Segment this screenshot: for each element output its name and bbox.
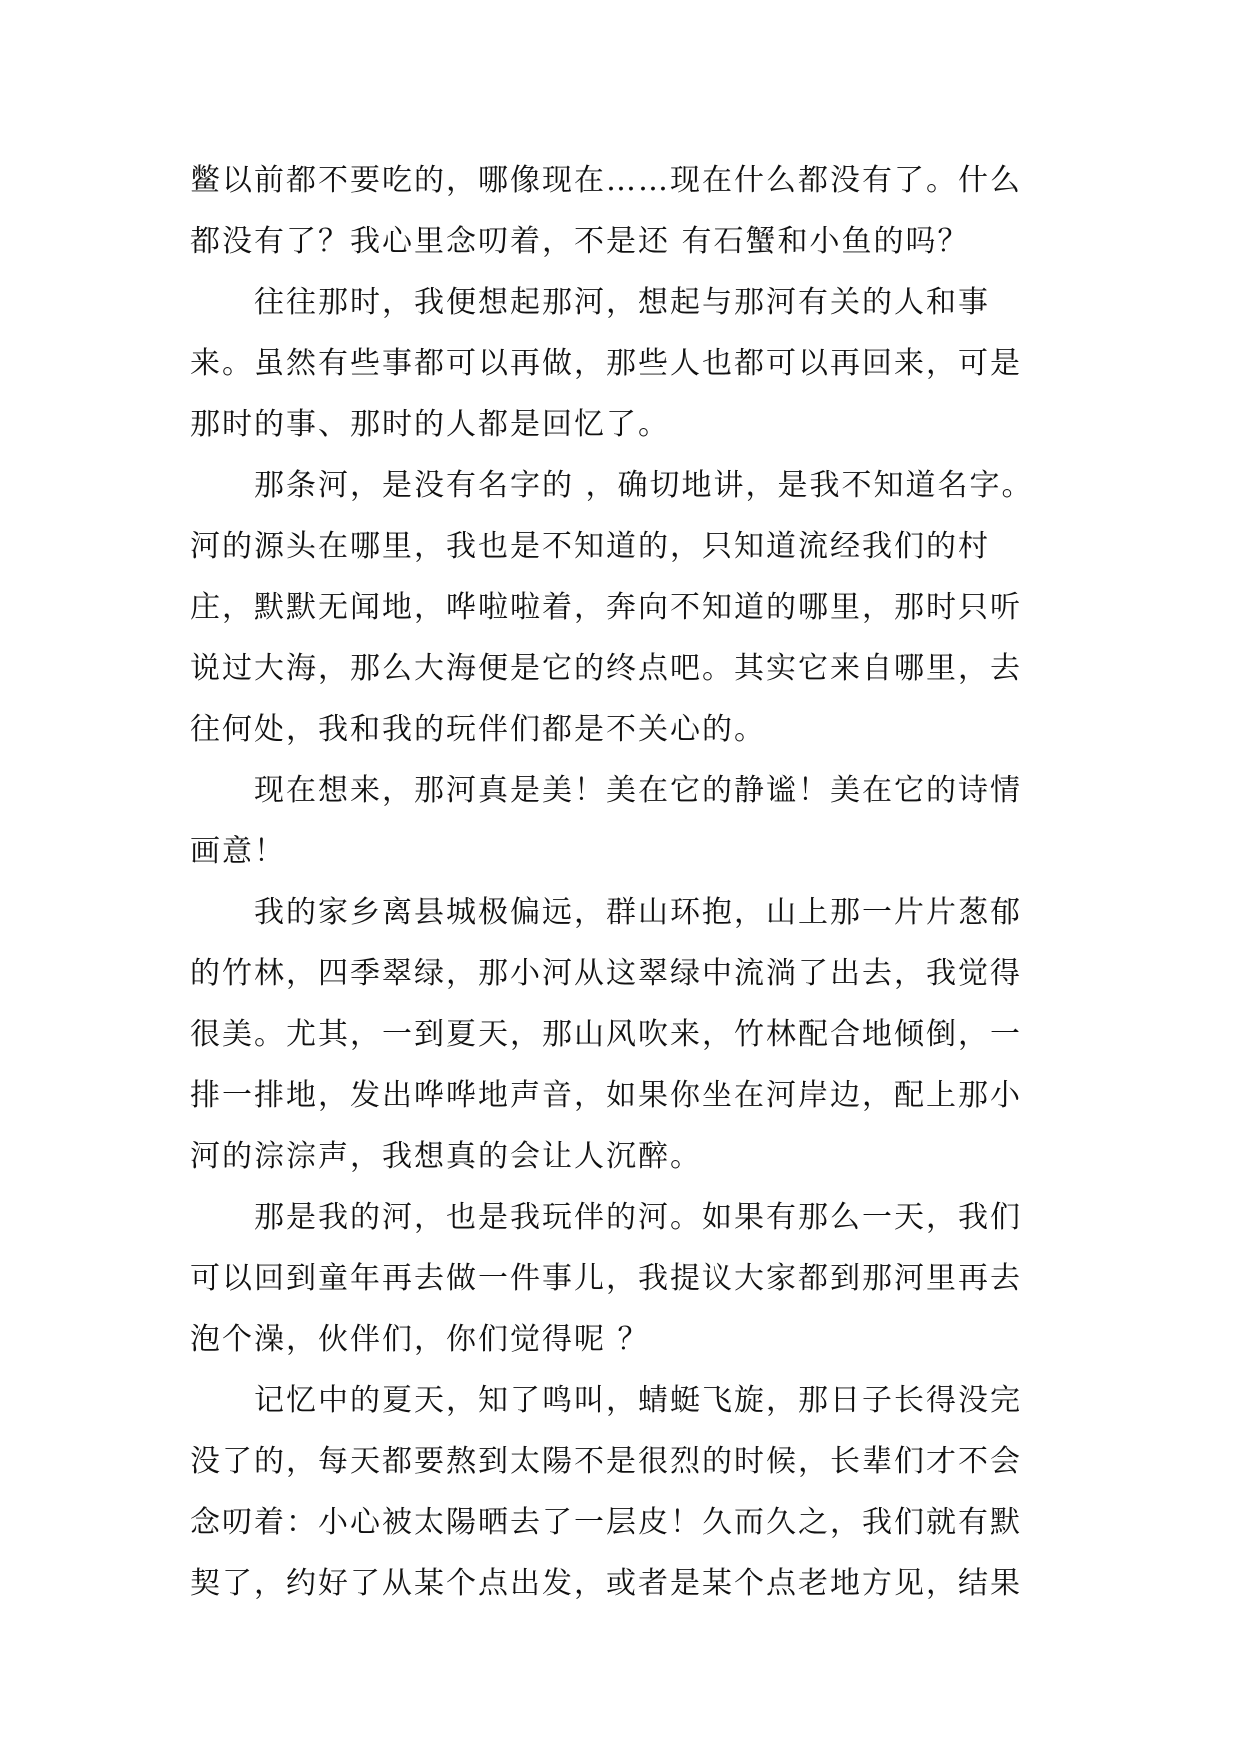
paragraph-7: 记忆中的夏天，知了鸣叫，蜻蜓飞旋，那日子长得没完没了的，每天都要熬到太陽不是很烈的时候，长辈们才不会念叨着：小心被太陽晒去了一层皮！久而久之，我们就有默契了，约好了从某个点出发，或者是某个点老地方见，结果 xyxy=(190,1383,1022,1601)
paragraph-4: 现在想来，那河真是美！美在它的静谧！美在它的诗情画意！ xyxy=(190,773,1022,869)
paragraph-1: 鳖以前都不要吃的，哪像现在……现在什么都没有了。什么都没有了？我心里念叨着，不是还 有石蟹和小鱼的吗？ xyxy=(190,163,1022,259)
paragraph-6: 那是我的河，也是我玩伴的河。如果有那么一天，我们可以回到童年再去做一件事儿，我提议大家都到那河里再去泡个澡，伙伴们，你们觉得呢 ？ xyxy=(190,1200,1022,1357)
document-body xyxy=(190,150,1050,1614)
paragraph-3: 那条河，是没有名字的 ，确切地讲，是我不知道名字。河的源头在哪里，我也是不知道的，只知道流经我们的村庄，默默无闻地，哗啦啦着，奔向不知道的哪里，那时只听说过大海，那么大海便是它的终点吧。其实它来自哪里，去往何处，我和我的玩伴们都是不关心的。 xyxy=(190,468,1034,747)
paragraph-2: 往往那时，我便想起那河，想起与那河有关的人和事来。虽然有些事都可以再做，那些人也都可以再回来，可是那时的事、那时的人都是回忆了。 xyxy=(190,285,1022,442)
paragraph-5: 我的家乡离县城极偏远，群山环抱，山上那一片片葱郁的竹林，四季翠绿，那小河从这翠绿中流淌了出去，我觉得很美。尤其，一到夏天，那山风吹来，竹林配合地倾倒，一排一排地，发出哗哗地声音，如果你坐在河岸边，配上那小河的淙淙声，我想真的会让人沉醉。 xyxy=(190,895,1022,1174)
